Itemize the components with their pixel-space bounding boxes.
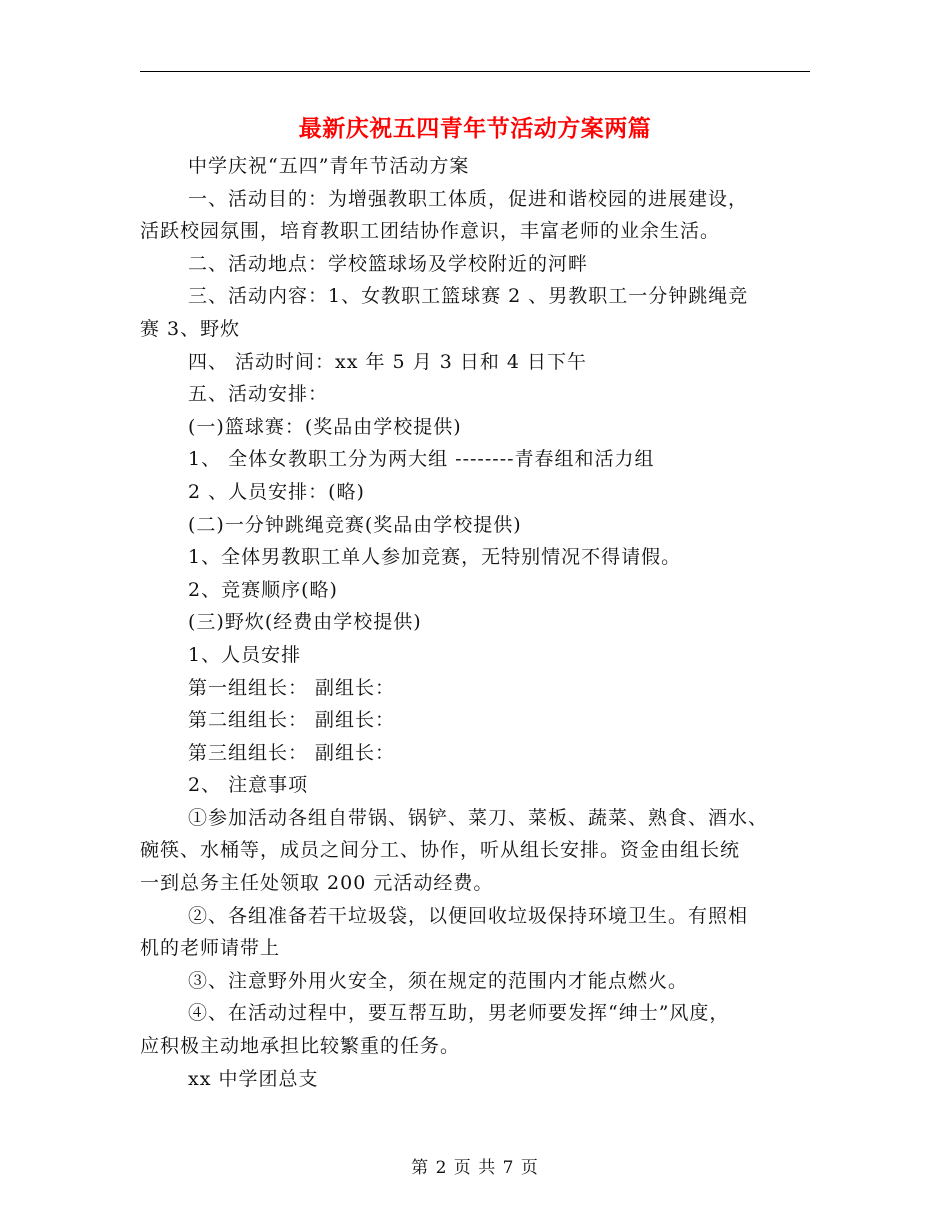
body-line: 2、竞赛顺序(略)	[188, 578, 338, 601]
document-title: 最新庆祝五四青年节活动方案两篇	[298, 116, 652, 142]
body-line: (二)一分钟跳绳竞赛(奖品由学校提供)	[188, 513, 522, 536]
body-line: 赛 3、野炊	[140, 317, 241, 340]
body-line: 应积极主动地承担比较繁重的任务。	[140, 1035, 461, 1058]
body-line: ③、注意野外用火安全，须在规定的范围内才能点燃火。	[188, 969, 689, 992]
body-line: ①参加活动各组自带锅、锅铲、菜刀、菜板、蔬菜、熟食、酒水、	[188, 806, 769, 829]
body-line: 机的老师请带上	[140, 937, 281, 960]
body-line: ④、在活动过程中，要互帮互助，男老师要发挥“绅士”风度，	[188, 1002, 730, 1025]
document-body	[140, 150, 820, 1095]
body-line: 二、活动地点：学校篮球场及学校附近的河畔	[188, 252, 589, 275]
body-line: 第二组组长： 副组长：	[188, 709, 396, 732]
body-line: 活跃校园氛围，培育教职工团结协作意识，丰富老师的业余生活。	[140, 220, 721, 243]
body-line: 1、全体男教职工单人参加竞赛，无特别情况不得请假。	[188, 546, 682, 569]
header-rule	[140, 71, 810, 72]
body-line: ②、各组准备若干垃圾袋，以便回收垃圾保持环境卫生。有照相	[188, 904, 749, 927]
body-line: 三、活动内容：1、女教职工篮球赛 2 、男教职工一分钟跳绳竞	[188, 285, 749, 308]
body-line: (三)野炊(经费由学校提供)	[188, 611, 422, 634]
body-line: xx 中学团总支	[188, 1067, 319, 1090]
body-line: 1、人员安排	[188, 643, 302, 666]
body-line: 2 、人员安排：(略)	[188, 480, 365, 503]
body-line: 四、 活动时间：xx 年 5 月 3 日和 4 日下午	[188, 350, 588, 373]
body-line: 一、活动目的：为增强教职工体质，促进和谐校园的进展建设，	[188, 187, 749, 210]
page-number-footer: 第 2 页 共 7 页	[411, 1158, 539, 1178]
body-line: 2、 注意事项	[188, 774, 309, 797]
body-line: 碗筷、水桶等，成员之间分工、协作，听从组长安排。资金由组长统	[140, 839, 741, 862]
body-line: 1、 全体女教职工分为两大组 --------青春组和活力组	[188, 448, 655, 471]
body-line: 五、活动安排：	[188, 383, 329, 406]
body-line: 第一组组长： 副组长：	[188, 676, 396, 699]
body-line: (一)篮球赛：(奖品由学校提供)	[188, 415, 462, 438]
body-line: 第三组组长： 副组长：	[188, 741, 396, 764]
body-line: 中学庆祝“五四”青年节活动方案	[188, 155, 470, 177]
body-line: 一到总务主任处领取 200 元活动经费。	[140, 872, 494, 895]
